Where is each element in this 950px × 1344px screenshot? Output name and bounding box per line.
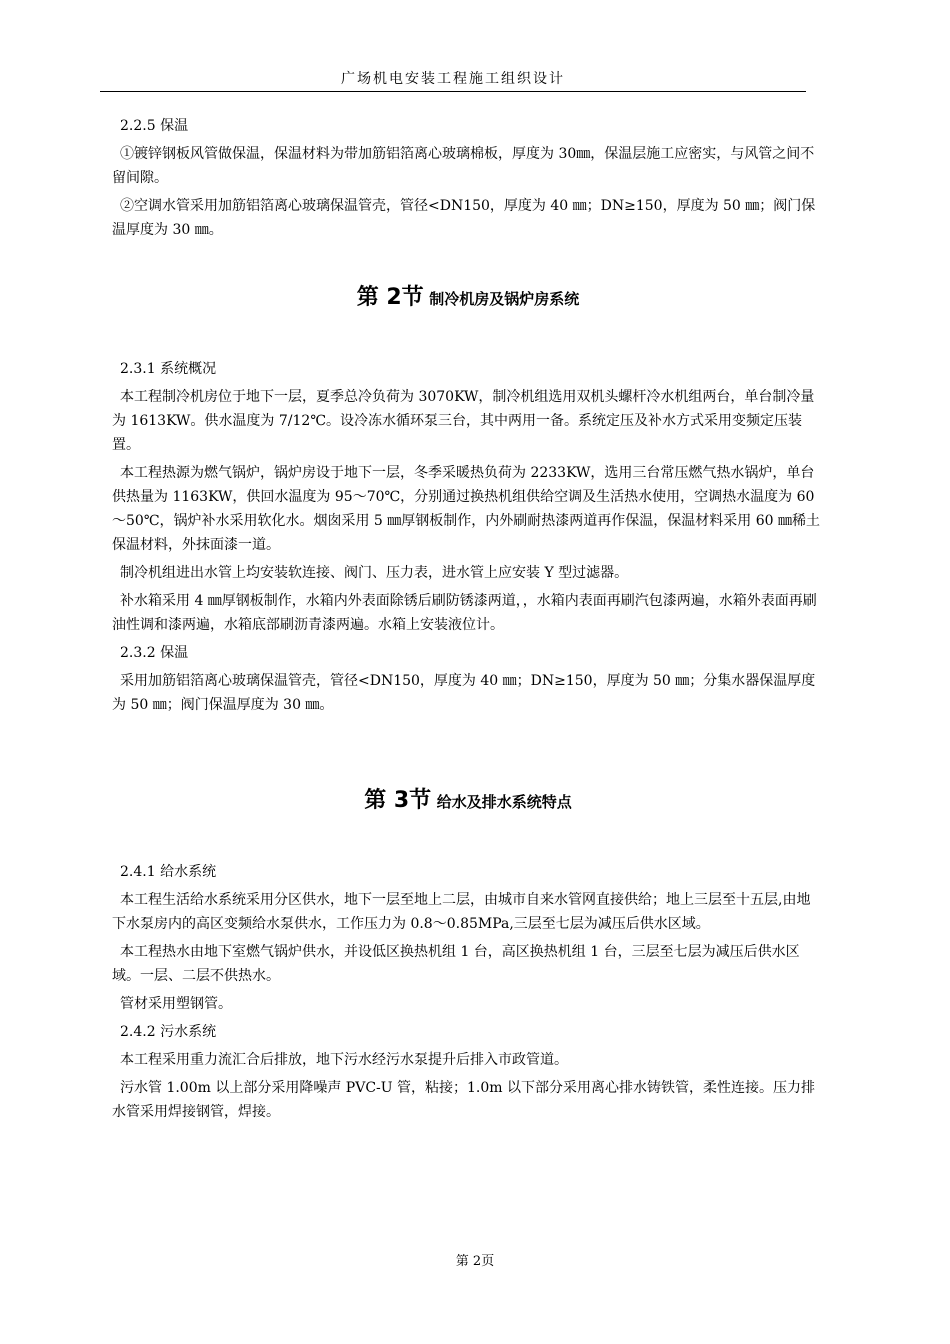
paragraph: 本工程生活给水系统采用分区供水，地下一层至地上二层，由城市自来水管网直接供给；地上三层至十五层,由地下水泵房内的高区变频给水泵供水，工作压力为 0.8～0.85MPa,三层至七层为减压后供水区域。 (112, 892, 811, 932)
page-number: 第 2页 (455, 1254, 495, 1269)
section-number: 第 2节 (356, 285, 424, 310)
paragraph: 管材采用塑钢管。 (120, 996, 232, 1012)
section-number: 第 3节 (364, 788, 432, 813)
section-title: 给水及排水系统特点 (436, 793, 572, 811)
paragraph: 本工程热源为燃气锅炉，锅炉房设于地下一层，冬季采暖热负荷为 2233KW，选用三台常压燃气热水锅炉，单台供热量为 1163KW，供回水温度为 95～70℃，分别通过换热机组供给空调及生活热水使用，空调热水温度为 60～50℃，锅炉补水采用软化水。烟囱采用 5 ㎜厚钢板制作，内外刷耐热漆两道再作保温，保温材料采用 60 ㎜稀土保温材料，外抹面漆一道。 (112, 465, 820, 553)
running-header: 广场机电安装工程施工组织设计 (341, 71, 565, 87)
subsection-heading: 2.3.2 保温 (120, 645, 189, 661)
page-body (112, 114, 824, 1128)
section-heading-2 (112, 280, 824, 311)
paragraph: 本工程采用重力流汇合后排放，地下污水经污水泵提升后排入市政管道。 (120, 1052, 568, 1068)
paragraph: 本工程制冷机房位于地下一层，夏季总冷负荷为 3070KW，制冷机组选用双机头螺杆冷水机组两台，单台制冷量为 1613KW。供水温度为 7/12℃。设冷冻水循环泵三台，其中两用一备。系统定压及补水方式采用变频定压装置。 (112, 389, 815, 453)
subsection-heading: 2.4.2 污水系统 (120, 1024, 217, 1040)
paragraph: 本工程热水由地下室燃气锅炉供水，并设低区换热机组 1 台，高区换热机组 1 台，三层至七层为减压后供水区域。一层、二层不供热水。 (112, 944, 800, 984)
paragraph: 采用加筋铝箔离心玻璃保温管壳，管径<DN150，厚度为 40 ㎜；DN≥150，厚度为 50 ㎜；分集水器保温厚度为 50 ㎜；阀门保温厚度为 30 ㎜。 (112, 673, 816, 713)
header-rule (100, 91, 806, 92)
section-heading-3 (112, 783, 824, 814)
paragraph: ①镀锌钢板风管做保温，保温材料为带加筋铝箔离心玻璃棉板，厚度为 30㎜，保温层施工应密实，与风管之间不留间隙。 (112, 146, 815, 186)
paragraph: 补水箱采用 4 ㎜厚钢板制作，水箱内外表面除锈后刷防锈漆两道，，水箱内表面再刷汽包漆两遍，水箱外表面再刷油性调和漆两遍，水箱底部刷沥青漆两遍。水箱上安装液位计。 (112, 593, 817, 633)
paragraph: ②空调水管采用加筋铝箔离心玻璃保温管壳，管径<DN150，厚度为 40 ㎜；DN≥150，厚度为 50 ㎜；阀门保温厚度为 30 ㎜。 (112, 198, 816, 238)
subsection-heading: 2.4.1 给水系统 (120, 864, 217, 880)
section-title: 制冷机房及锅炉房系统 (429, 290, 580, 308)
paragraph: 制冷机组进出水管上均安装软连接、阀门、压力表，进水管上应安装 Y 型过滤器。 (120, 565, 629, 581)
paragraph: 污水管 1.00m 以上部分采用降噪声 PVC-U 管，粘接；1.0m 以下部分采用离心排水铸铁管，柔性连接。压力排水管采用焊接钢管，焊接。 (112, 1080, 816, 1120)
subsection-heading: 2.2.5 保温 (120, 118, 189, 134)
subsection-heading: 2.3.1 系统概况 (120, 361, 217, 377)
